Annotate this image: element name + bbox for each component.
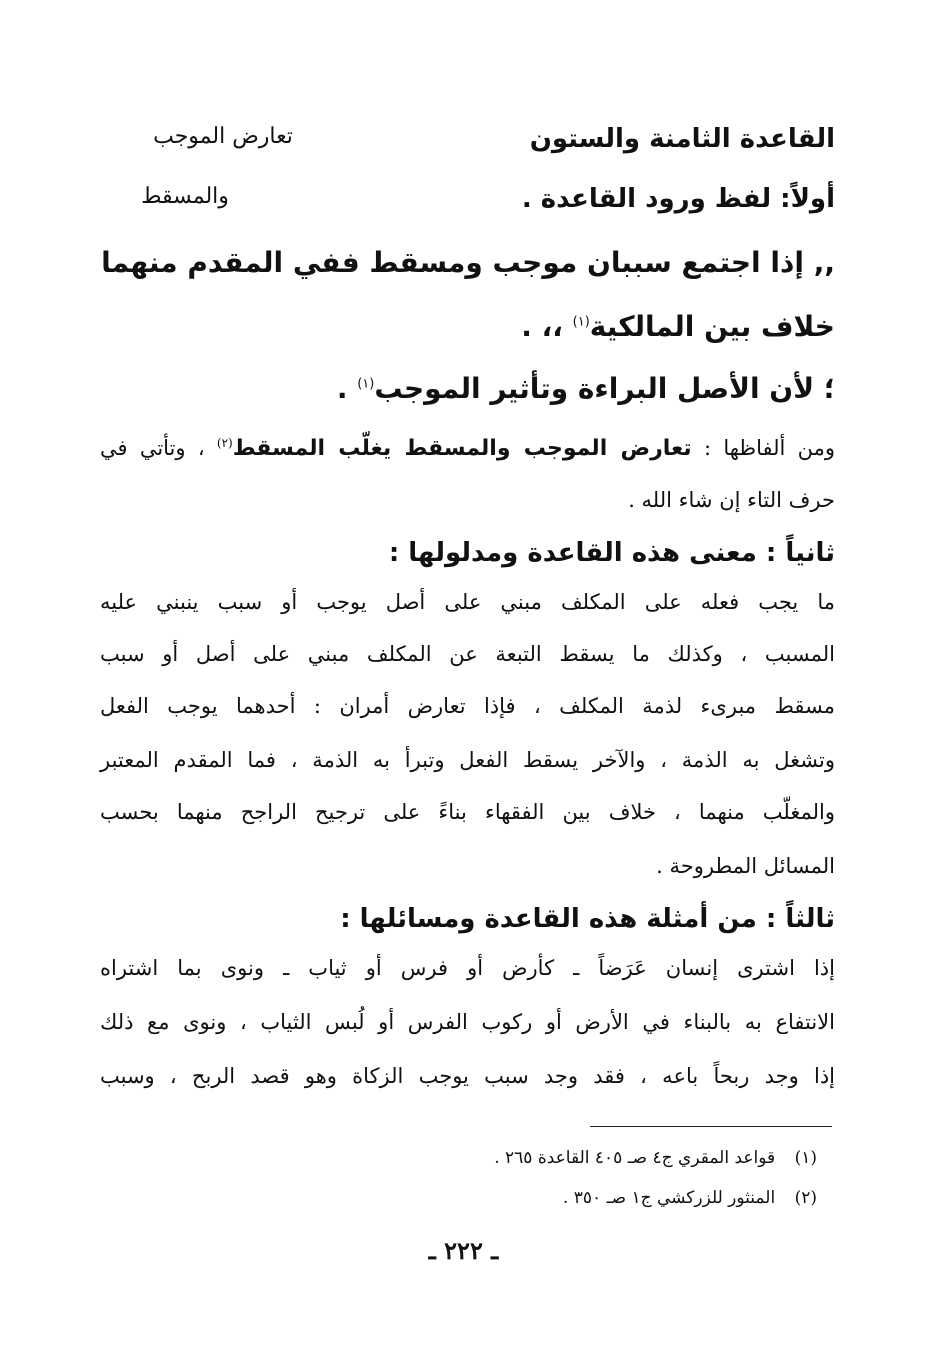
- footnote-ref-1b: (١): [357, 376, 375, 392]
- alt-wording-prefix: ومن ألفاظها :: [691, 436, 836, 460]
- margin-note-line-2: والمسقط: [141, 184, 229, 209]
- footnote-1-number: (١): [794, 1148, 817, 1168]
- footnote-ref-2: (٢): [216, 436, 233, 450]
- section-1-heading-rest: : لفظ ورود القاعدة .: [521, 184, 791, 214]
- section-2-line-4: وتشغل به الذمة ، والآخر يسقط الفعل وتبرأ به الذمة ، فما المقدم المعتبر: [100, 748, 835, 772]
- footnote-ref-1: (١): [572, 314, 590, 330]
- section-3-line-2: الانتفاع به بالبناء في الأرض أو ركوب الفرس أو لُبس الثياب ، ونوى مع ذلك: [100, 1010, 835, 1034]
- section-1-heading-bold: أولاً: [790, 184, 835, 214]
- footnote-1: [494, 1148, 817, 1168]
- page-number: ـ ٢٢٢ ـ: [428, 1236, 499, 1265]
- alt-wording-bold: تعارض الموجب والمسقط يغلّب المسقط: [232, 436, 692, 461]
- rule-title: القاعدة الثامنة والستون: [529, 124, 835, 154]
- section-2-line-3: مسقط مبرىء لذمة المكلف ، فإذا تعارض أمران : أحدهما يوجب الفعل: [100, 694, 835, 718]
- section-1-heading: [522, 184, 835, 214]
- footnote-separator: [590, 1126, 832, 1127]
- rule-quote-end-2: ،، .: [521, 310, 573, 343]
- alt-wording-line-2: حرف التاء إن شاء الله .: [628, 488, 835, 512]
- footnote-1-text: قواعد المقري ج٤ صـ ٤٠٥ القاعدة ٢٦٥ .: [494, 1148, 776, 1168]
- footnote-2: [563, 1188, 817, 1208]
- section-3-line-3: إذا وجد ربحاً باعه ، فقد وجد سبب يوجب الزكاة وهو قصد الربح ، وسبب: [100, 1064, 835, 1088]
- rule-quote-line-1: ,, إذا اجتمع سببان موجب ومسقط ففي المقدم منهما: [101, 246, 835, 279]
- section-3-line-1: إذا اشترى إنسان عَرَضاً ـ كأرض أو فرس أو ثياب ـ ونوى بما اشتراه: [100, 956, 835, 980]
- section-3-heading: ثالثاً : من أمثلة هذه القاعدة ومسائلها :: [340, 904, 835, 934]
- rule-quote-text-3: ؛ لأن الأصل البراءة وتأثير الموجب: [374, 372, 835, 405]
- alt-wording-suffix: ، وتأتي في: [100, 436, 217, 460]
- margin-note-line-1: تعارض الموجب: [153, 124, 293, 149]
- footnote-2-text: المنثور للزركشي ج١ صـ ٣٥٠ .: [562, 1188, 776, 1208]
- alt-wording-line-1: [100, 436, 835, 461]
- rule-quote-end-3: .: [336, 372, 358, 405]
- section-2-line-5: والمغلّب منهما ، خلاف بين الفقهاء بناءً على ترجيح الراجح منهما بحسب: [100, 800, 835, 824]
- rule-quote-line-2: [521, 310, 835, 343]
- section-2-heading: ثانياً : معنى هذه القاعدة ومدلولها :: [388, 538, 835, 568]
- rule-quote-text-2: خلاف بين المالكية: [589, 310, 835, 343]
- footnote-2-number: (٢): [794, 1188, 817, 1208]
- rule-quote-line-3: [337, 372, 835, 405]
- section-2-line-6: المسائل المطروحة .: [656, 854, 835, 878]
- section-2-line-2: المسبب ، وكذلك ما يسقط التبعة عن المكلف مبني على أصل أو سبب: [100, 642, 835, 666]
- section-2-line-1: ما يجب فعله على المكلف مبني على أصل يوجب أو سبب ينبني عليه: [100, 590, 835, 614]
